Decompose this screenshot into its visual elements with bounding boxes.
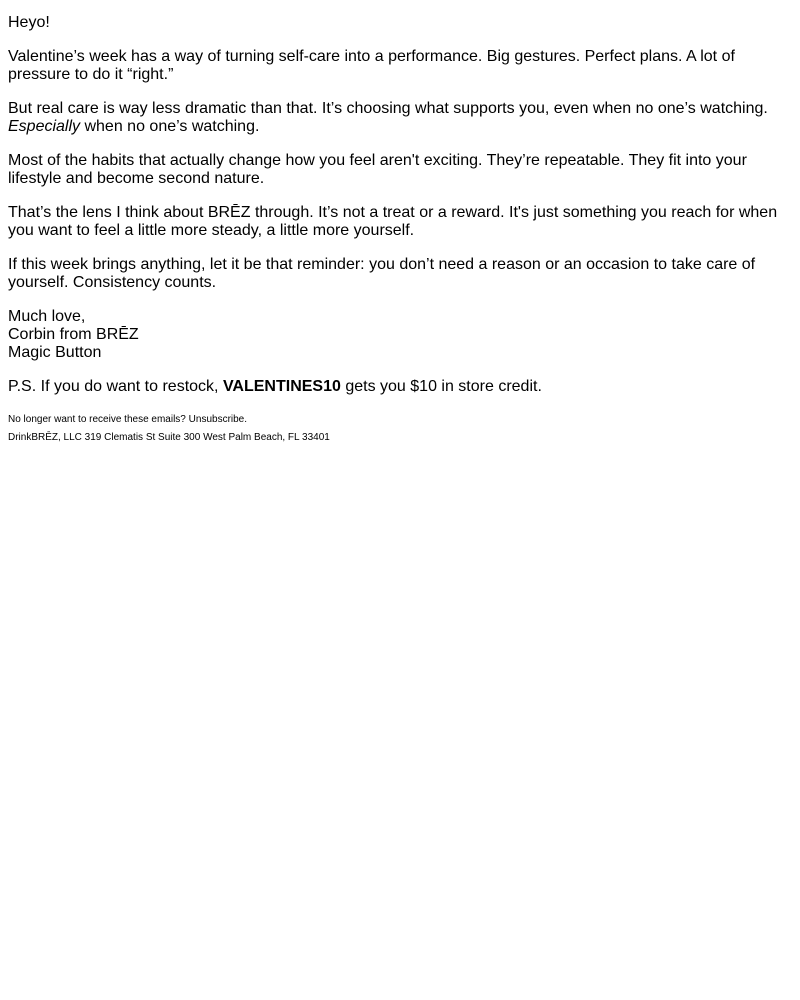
paragraph-2-emphasis-rest: when no one’s watching. (80, 118, 260, 135)
paragraph-1: Valentine’s week has a way of turning self-care into a performance. Big gestures. Perfect plans. A lot of pressure to do it “right.” (8, 48, 735, 83)
signature-extra: Magic Button (8, 344, 102, 361)
unsubscribe-link[interactable]: Unsubscribe. (188, 414, 248, 425)
email-footer (8, 414, 792, 444)
ps-prefix: P.S. If you do want to restock, (8, 378, 223, 395)
greeting: Heyo! (8, 14, 50, 31)
unsubscribe-prompt: No longer want to receive these emails? (8, 414, 189, 425)
signoff-line: Much love, (8, 308, 86, 325)
email-body (0, 0, 800, 444)
signature (8, 308, 792, 362)
promo-code: VALENTINES10 (222, 378, 341, 395)
ps-suffix: gets you $10 in store credit. (340, 378, 542, 395)
paragraph-4: That’s the lens I think about BRĒZ through. It’s not a treat or a reward. It's just something you reach for when you want to feel a little more steady, a little more yourself. (8, 204, 778, 239)
company-address: DrinkBRĒZ, LLC 319 Clematis St Suite 300 West Palm Beach, FL 33401 (8, 432, 330, 443)
signature-name: Corbin from BRĒZ (8, 326, 139, 343)
paragraph-5: If this week brings anything, let it be that reminder: you don’t need a reason or an occasion to take care of yourself. Consistency counts. (8, 256, 756, 291)
paragraph-2 (8, 100, 792, 136)
paragraph-2-emphasis: Especially (8, 118, 81, 135)
paragraph-2-text: But real care is way less dramatic than that. It’s choosing what supports you, even when no one’s watching. (8, 100, 768, 117)
postscript (8, 378, 792, 396)
paragraph-3: Most of the habits that actually change how you feel aren't exciting. They’re repeatable. They fit into your lifestyle and become second nature. (8, 152, 747, 187)
unsubscribe-line (8, 414, 792, 426)
